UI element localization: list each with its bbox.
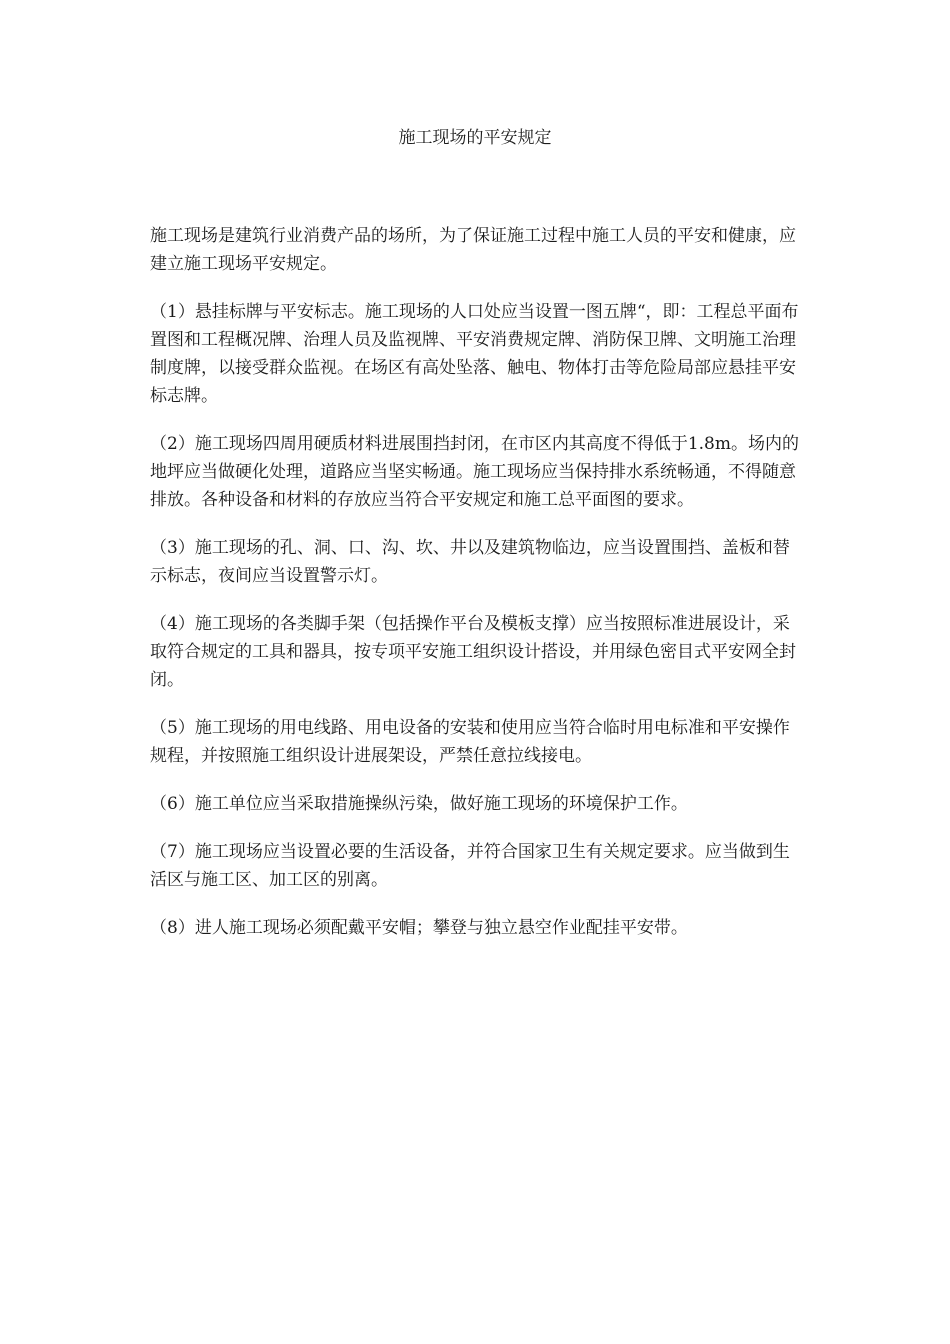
- rule-paragraph-3: （3）施工现场的孔、洞、口、沟、坎、井以及建筑物临边，应当设置围挡、盖板和替示标志，夜间应当设置警示灯。: [150, 538, 790, 586]
- document-title: 施工现场的平安规定: [398, 128, 552, 148]
- rule-paragraph-6: （6）施工单位应当采取措施操纵污染，做好施工现场的环境保护工作。: [150, 794, 688, 814]
- rule-paragraph-8: （8）进人施工现场必须配戴平安帽；攀登与独立悬空作业配挂平安带。: [150, 918, 688, 938]
- rule-paragraph-2: （2）施工现场四周用硬质材料进展围挡封闭，在市区内其高度不得低于1.8m。场内的地坪应当做硬化处理，道路应当坚实畅通。施工现场应当保持排水系统畅通，不得随意排放。各种设备和材料的存放应当符合平安规定和施工总平面图的要求。: [150, 434, 799, 510]
- rule-paragraph-7: （7）施工现场应当设置必要的生活设备，并符合国家卫生有关规定要求。应当做到生活区与施工区、加工区的别离。: [150, 842, 790, 890]
- intro-paragraph: 施工现场是建筑行业消费产品的场所，为了保证施工过程中施工人员的平安和健康，应建立施工现场平安规定。: [150, 226, 796, 274]
- rule-paragraph-5: （5）施工现场的用电线路、用电设备的安装和使用应当符合临时用电标准和平安操作规程，并按照施工组织设计进展架设，严禁任意拉线接电。: [150, 718, 790, 766]
- rule-paragraph-1: （1）悬挂标牌与平安标志。施工现场的人口处应当设置一图五牌“，即：工程总平面布置图和工程概况牌、治理人员及监视牌、平安消费规定牌、消防保卫牌、文明施工治理制度牌，以接受群众监视。在场区有高处坠落、触电、物体打击等危险局部应悬挂平安标志牌。: [150, 302, 799, 406]
- rule-paragraph-4: （4）施工现场的各类脚手架（包括操作平台及模板支撑）应当按照标准进展设计，采取符合规定的工具和器具，按专项平安施工组织设计搭设，并用绿色密目式平安网全封闭。: [150, 614, 796, 690]
- document-body: [150, 222, 800, 962]
